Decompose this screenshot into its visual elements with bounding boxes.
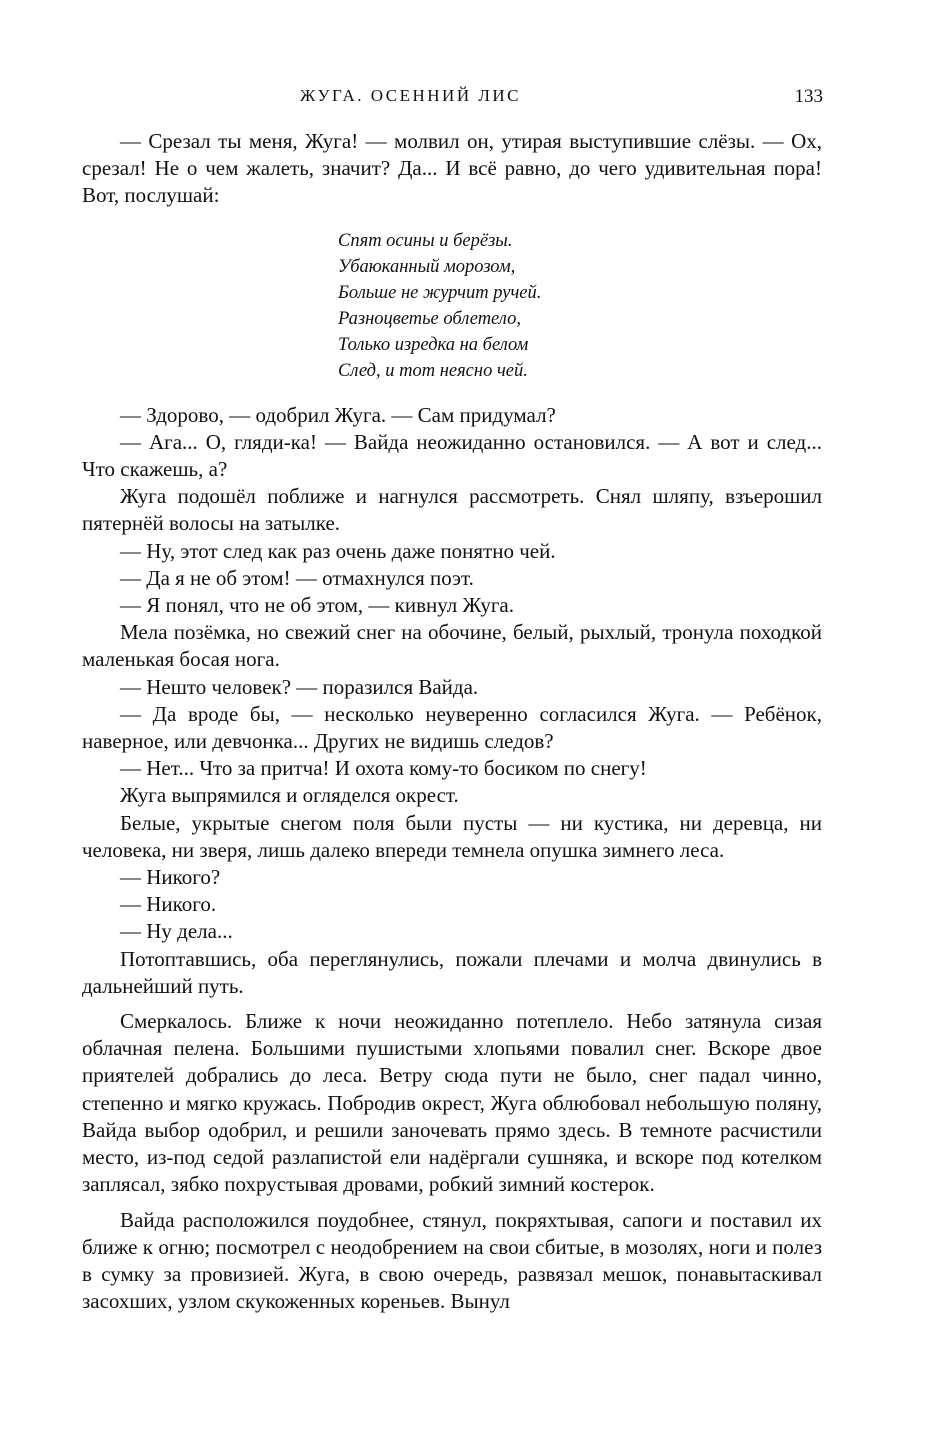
paragraph: — Я понял, что не об этом, — кивнул Жуга. — [120, 593, 515, 618]
paragraph: — Нешто человек? — поразился Вайда. — [120, 674, 479, 699]
paragraph: Жуга подошёл поближе и нагнулся рассмотреть. Снял шляпу, взъерошил пятернёй волосы на затылке. — [82, 484, 822, 536]
poem-line: Убаюканный морозом, — [338, 256, 516, 277]
poem — [338, 228, 822, 384]
running-title: ЖУГА. ОСЕННИЙ ЛИС — [300, 86, 521, 105]
paragraph: — Срезал ты меня, Жуга! — молвил он, утирая выступившие слёзы. — Ох, срезал! Не о чем жалеть, значит? Да... И всё равно, до чего удивительная пора! Вот, послушай: — [82, 129, 822, 208]
paragraph: — Нет... Что за притча! И охота кому-то босиком по снегу! — [120, 756, 647, 781]
paragraph: Белые, укрытые снегом поля были пусты — ни кустика, ни деревца, ни человека, ни зверя, лишь далеко впереди темнела опушка зимнего леса. — [82, 810, 822, 862]
paragraph: — Здорово, — одобрил Жуга. — Сам придумал? — [120, 402, 556, 427]
poem-line: Спят осины и берёзы. — [338, 230, 513, 251]
paragraph: — Ну, этот след как раз очень даже понятно чей. — [120, 538, 556, 563]
poem-line: След, и тот неясно чей. — [338, 360, 528, 381]
paragraph: — Да я не об этом! — отмахнулся поэт. — [120, 565, 474, 590]
paragraph: Жуга выпрямился и огляделся окрест. — [120, 783, 459, 808]
paragraph: — Никого. — [120, 892, 217, 917]
paragraph: — Никого? — [120, 865, 221, 890]
poem-line: Больше не журчит ручей. — [338, 282, 542, 303]
poem-line: Разноцветье облетело, — [338, 308, 521, 329]
page-body — [82, 128, 822, 1315]
paragraph: — Ага... О, гляди-ка! — Вайда неожиданно остановился. — А вот и след... Что скажешь, а? — [82, 429, 822, 482]
paragraph: Мела позёмка, но свежий снег на обочине, белый, рыхлый, тронула походкой маленькая босая нога. — [82, 620, 822, 672]
paragraph: — Да вроде бы, — несколько неуверенно согласился Жуга. — Ребёнок, наверное, или девчонка... Других не видишь следов? — [82, 701, 822, 754]
paragraph: Вайда расположился поудобнее, стянул, покряхтывая, сапоги и поставил их ближе к огню; посмотрел с неодобрением на свои сбитые, в мозолях, ноги и полез в сумку за провизией. Жуга, в свою очередь, развязал мешок, понавытаскивал засохших, узлом скукоженных кореньев. Вынул — [82, 1207, 822, 1314]
paragraph: Потоптавшись, оба переглянулись, пожали плечами и молча двинулись в дальнейший путь. — [82, 946, 822, 998]
paragraph: — Ну дела... — [120, 919, 233, 944]
paragraph: Смеркалось. Ближе к ночи неожиданно потеплело. Небо затянула сизая облачная пелена. Большими пушистыми хлопьями повалил снег. Вскоре двое приятелей добрались до леса. Ветру сюда пути не было, снег падал чинно, степенно и мягко кружась. Побродив окрест, Жуга облюбовал небольшую поляну, Вайда выбор одобрил, и решили заночевать прямо здесь. В темноте расчистили место, из-под седой разлапистой ели надёргали сушняка, и вскоре под котелком заплясал, зябко похрустывая дровами, робкий зимний костерок. — [82, 1009, 822, 1197]
poem-line: Только изредка на белом — [338, 334, 529, 355]
page-number: 133 — [794, 86, 823, 107]
